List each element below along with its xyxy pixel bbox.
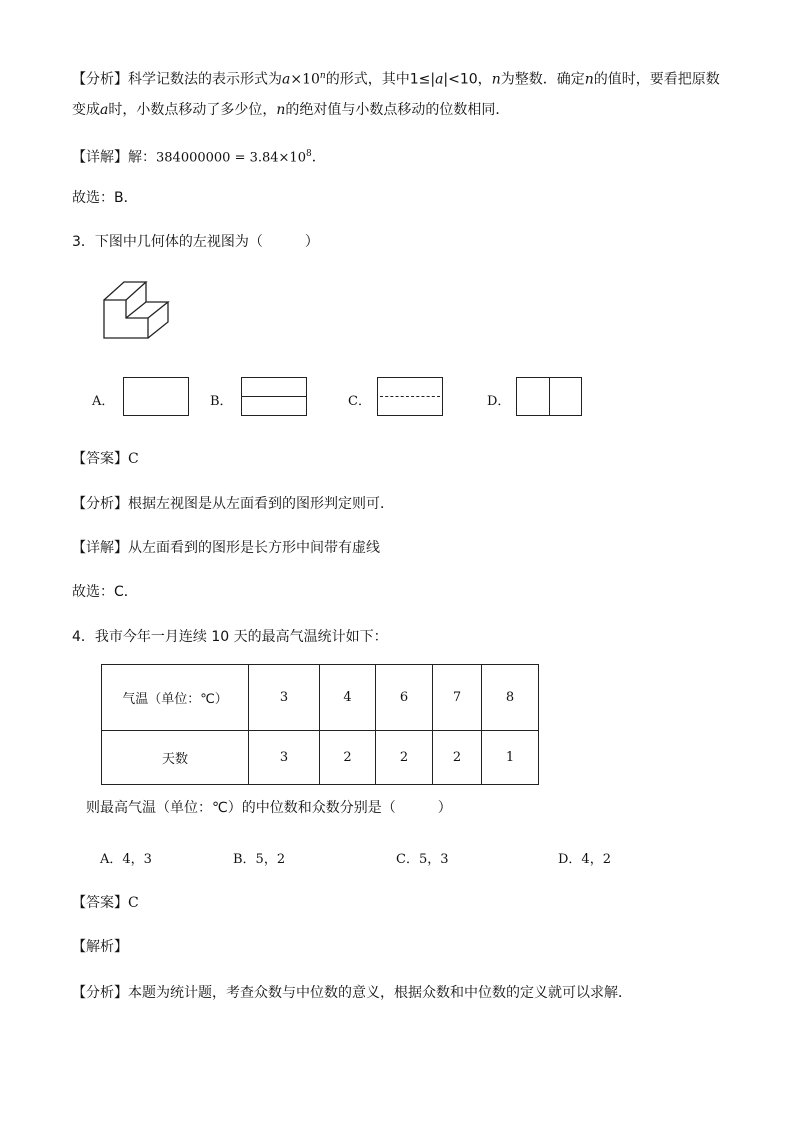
analysis-line-1: 【分析】科学记数法的表示形式为$a\times 10^n$的形式，其中1≤|a|<10，n为整数．确定n的值时，要看把原数 [72,71,720,88]
choice-d: D．4，2 [558,852,611,867]
temperature-table [101,664,539,785]
table-cell: 3 [249,731,320,785]
choice-a: A．4，3 [100,852,152,867]
table-cell: 8 [482,665,539,731]
table-cell: 2 [433,731,482,785]
vertical-divider [549,378,550,415]
choice-c: C．5，3 [396,852,449,867]
table-cell: 3 [249,665,320,731]
q4-answer: 【答案】C [72,895,139,911]
option-b-figure [241,377,307,416]
choose-line: 故选：B． [72,190,138,206]
q4-prompt: 则最高气温（单位：℃）的中位数和众数分别是（ ） [86,800,452,816]
table-cell: 2 [320,731,376,785]
q3-choose: 故选：C． [72,584,138,600]
solid-divider [242,396,306,397]
section-tag: 【分析】 [72,71,128,88]
row-header: 天数 [102,731,249,785]
option-d-figure [516,377,582,416]
q3-analysis: 【分析】根据左视图是从左面看到的图形判定则可． [72,496,394,512]
table-cell: 6 [376,665,433,731]
analysis-line-2: 变成a时，小数点移动了多少位，n的绝对值与小数点移动的位数相同． [72,102,510,118]
table-cell: 7 [433,665,482,731]
choice-b: B．5，2 [233,852,286,867]
section-tag: 【详解】 [72,149,128,166]
q4-analysis: 【分析】本题为统计题，考查众数与中位数的意义，根据众数和中位数的定义就可以求解． [72,985,632,1001]
dashed-divider [380,396,440,397]
q3-answer: 【答案】C [72,451,139,467]
question-4: 4．我市今年一月连续 10 天的最高气温统计如下： [72,629,388,645]
3d-solid-figure [100,278,190,342]
table-row [102,731,539,785]
option-c-figure [377,377,443,416]
detail-line: 【详解】解：$384000000 = 3.84\times 10^8$． [72,149,326,166]
question-3: 3．下图中几何体的左视图为（ ） [72,234,319,250]
table-cell: 1 [482,731,539,785]
option-b-label: B． [210,394,233,409]
option-a-figure [123,377,189,416]
row-header: 气温（单位：℃） [102,665,249,731]
option-c-label: C． [348,394,371,409]
option-a-label: A． [92,394,115,409]
table-cell: 2 [376,731,433,785]
table-cell: 4 [320,665,376,731]
q4-explain: 【解析】 [72,939,128,955]
option-d-label: D． [487,394,511,409]
table-row [102,665,539,731]
q3-detail: 【详解】从左面看到的图形是长方形中间带有虚线 [72,540,380,556]
